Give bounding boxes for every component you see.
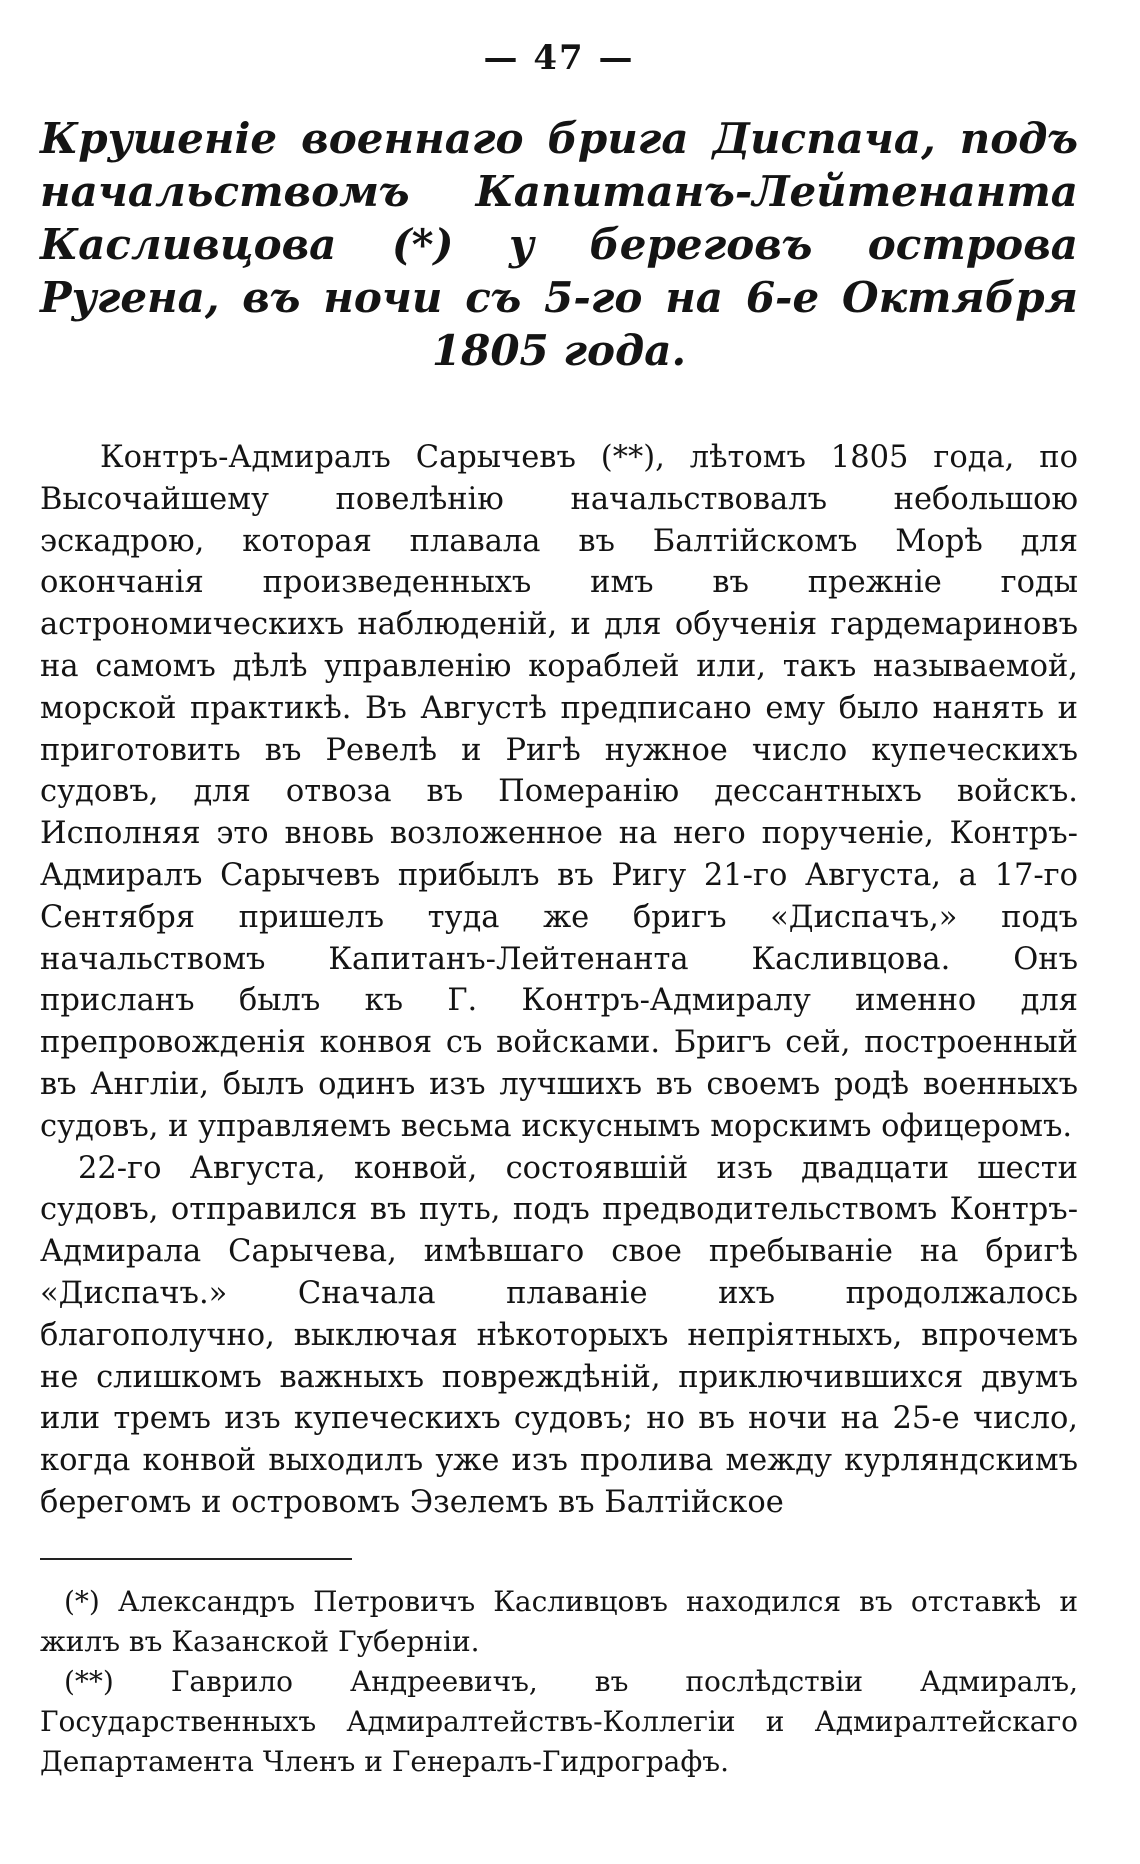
footnote-1: (*) Александръ Петровичъ Касливцовъ находился въ отставкѣ и жилъ въ Казанской Губерніи. bbox=[40, 1584, 1078, 1658]
page-number: — 47 — bbox=[483, 38, 635, 78]
chapter-title: Крушеніе военнаго брига Диспача, подъ начальствомъ Капитанъ-Лейтенанта Касливцова (*) у береговъ острова Ругена, въ ночи съ 5-го на 6-е Октября 1805 года. bbox=[40, 114, 1078, 375]
footnote-2: (**) Гаврило Андреевичъ, въ послѣдствіи Адмиралъ, Государственныхъ Адмиралтействъ-Коллегіи и Адмиралтейскаго Департамента Членъ и Генералъ-Гидрографъ. bbox=[40, 1664, 1078, 1778]
body-paragraph-2: 22-го Августа, конвой, состоявшій изъ двадцати шести судовъ, отправился въ путь, подъ предводительствомъ Контръ-Адмирала Сарычева, имѣвшаго свое пребываніе на бригѣ «Диспачъ.» Сначала плаваніе ихъ продолжалось благополучно, выключая нѣкоторыхъ непріятныхъ, впрочемъ не слишкомъ важныхъ повреждѣній, приключившихся двумъ или тремъ изъ купеческихъ судовъ; но въ ночи на 25-е число, когда конвой выходилъ уже изъ пролива между курляндскимъ берегомъ и островомъ Эзелемъ въ Балтійское bbox=[40, 1150, 1078, 1520]
body-paragraph-1: Контръ-Адмиралъ Сарычевъ (**), лѣтомъ 1805 года, по Высочайшему повелѣнію начальствовалъ небольшою эскадрою, которая плавала въ Балтійскомъ Морѣ для окончанія произведенныхъ имъ въ прежніе годы астрономическихъ наблюденій, и для обученія гардемариновъ на самомъ дѣлѣ управленію кораблей или, такъ называемой, морской практикѣ. Въ Августѣ предписано ему было нанять и приготовить въ Ревелѣ и Ригѣ нужное число купеческихъ судовъ, для отвоза въ Померанію дессантныхъ войскъ. Исполняя это вновь возложенное на него порученіе, Контръ-Адмиралъ Сарычевъ прибылъ въ Ригу 21-го Августа, а 17-го Сентября пришелъ туда же бригъ «Диспачъ,» подъ начальствомъ Капитанъ-Лейтенанта Касливцова. Онъ присланъ былъ къ Г. Контръ-Адмиралу именно для препровожденія конвоя съ войсками. Бригъ сей, построенный въ Англіи, былъ одинъ изъ лучшихъ въ своемъ родѣ военныхъ судовъ, и управляемъ весьма искуснымъ морскимъ офицеромъ. bbox=[40, 440, 1078, 1144]
footnote-divider bbox=[40, 1558, 352, 1560]
